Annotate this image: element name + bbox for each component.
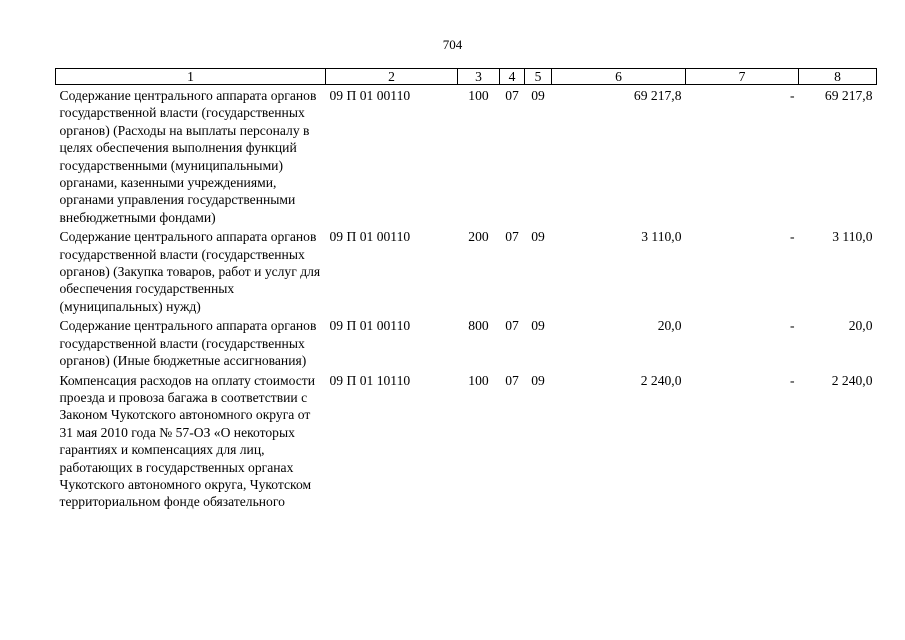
- header-col-3: 3: [458, 69, 500, 85]
- row-section: 07: [505, 229, 519, 245]
- row-amount-col8: 20,0: [848, 318, 873, 334]
- row-amount-col6: 2 240,0: [640, 372, 682, 388]
- budget-table: [55, 68, 877, 511]
- page-number: 704: [442, 37, 463, 52]
- row-section: 07: [505, 88, 519, 103]
- row-amount-col7: -: [789, 229, 795, 245]
- header-col-2: 2: [326, 69, 458, 85]
- table-row: [56, 315, 877, 369]
- row-target-article: 09 П 01 00110: [329, 88, 411, 103]
- row-name: Компенсация расходов на оплату стоимости проезда и провоза багажа в соответствии с Законом Чукотского автономного округа от 31 мая 2010 года № 57-ОЗ «О некоторых гарантиях и компенсациях для лиц, работающих в государственных органах Чукотского автономного округа, Чукотском территориальном фонде обязательного: [59, 372, 315, 510]
- header-col-1: 1: [56, 69, 326, 85]
- table-row: [56, 370, 877, 511]
- header-col-7: 7: [686, 69, 799, 85]
- row-target-article: 09 П 01 00110: [329, 229, 411, 245]
- row-amount-col7: -: [789, 88, 795, 103]
- row-subsection: 09: [531, 88, 545, 103]
- row-amount-col6: 3 110,0: [641, 229, 682, 245]
- row-name: Содержание центрального аппарата органов государственной власти (государственных органов) (Закупка товаров, работ и услуг для обеспечения государственных (муниципальных) нужд): [59, 229, 321, 314]
- row-name: Содержание центрального аппарата органов государственной власти (государственных органов) (Иные бюджетные ассигнования): [59, 318, 317, 369]
- row-amount-col6: 69 217,8: [633, 88, 682, 103]
- row-target-article: 09 П 01 10110: [329, 372, 411, 388]
- header-col-8: 8: [799, 69, 877, 85]
- row-target-article: 09 П 01 00110: [329, 318, 411, 334]
- table-row: [56, 226, 877, 315]
- row-subsection: 09: [531, 372, 545, 388]
- header-col-6: 6: [552, 69, 686, 85]
- header-col-5: 5: [525, 69, 552, 85]
- row-amount-col8: 2 240,0: [831, 372, 873, 388]
- row-name: Содержание центрального аппарата органов государственной власти (государственных органов) (Расходы на выплаты персоналу в целях обеспечения выполнения функций государственными (муниципальными) органами, казенными учреждениями, органами управления государственными внебюджетными фондами): [59, 88, 317, 225]
- row-expense-type: 100: [468, 372, 489, 388]
- row-amount-col8: 3 110,0: [832, 229, 873, 245]
- table-header-row: [56, 69, 877, 85]
- row-amount-col7: -: [789, 372, 795, 388]
- table-row: [56, 85, 877, 227]
- row-section: 07: [505, 372, 519, 388]
- row-amount-col7: -: [789, 318, 795, 334]
- row-subsection: 09: [531, 318, 545, 334]
- row-subsection: 09: [531, 229, 545, 245]
- header-col-4: 4: [500, 69, 525, 85]
- row-amount-col8: 69 217,8: [824, 88, 873, 103]
- row-amount-col6: 20,0: [657, 318, 682, 334]
- row-expense-type: 200: [468, 229, 489, 245]
- row-expense-type: 100: [468, 88, 489, 103]
- row-expense-type: 800: [468, 318, 489, 334]
- row-section: 07: [505, 318, 519, 334]
